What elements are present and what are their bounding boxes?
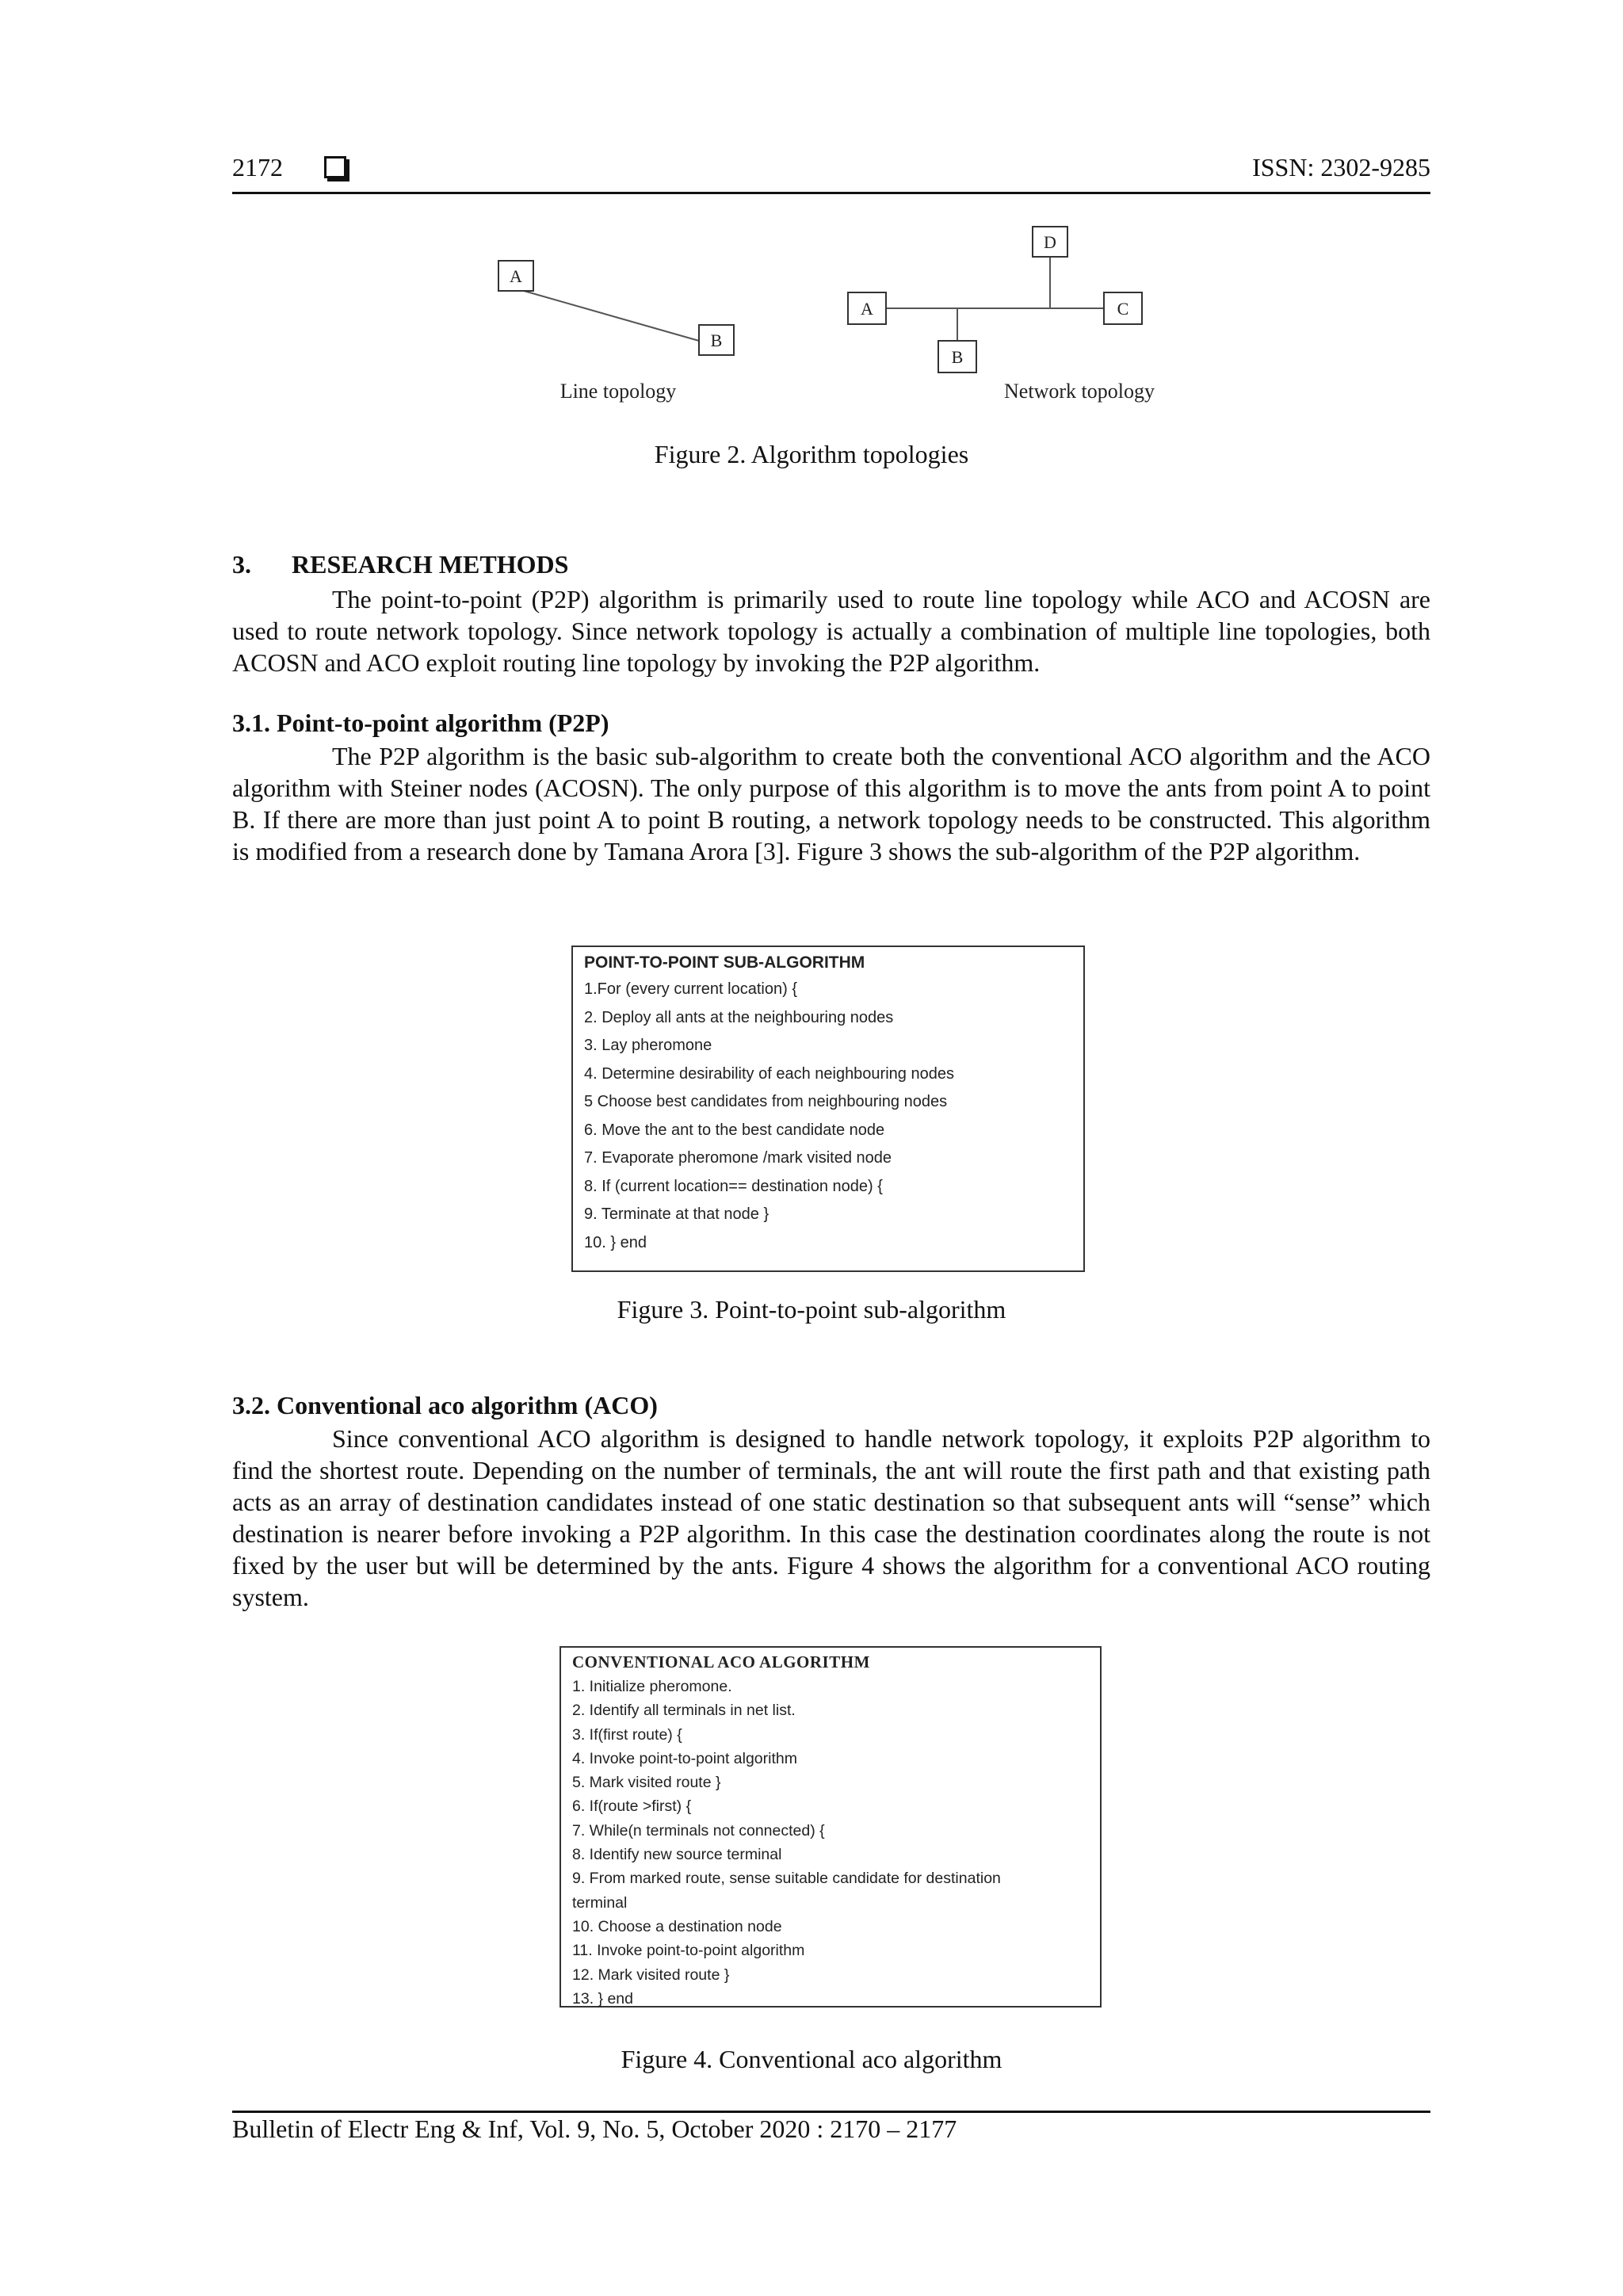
figure-4-caption: Figure 4. Conventional aco algorithm bbox=[621, 2045, 1002, 2073]
algorithm-line: 9. Terminate at that node } bbox=[584, 1205, 769, 1223]
figure-4-title: CONVENTIONAL ACO ALGORITHM bbox=[572, 1652, 870, 1671]
figure-2-caption: Figure 2. Algorithm topologies bbox=[654, 440, 969, 468]
section-3-1-paragraph: The P2P algorithm is the basic sub-algorithm to create both the conventional ACO algorithm and the ACO algorithm with Steiner nodes (ACOSN). The only purpose of this algorithm is to move the ants from point A to point B. If there are more than just point A to point B routing, a network topology needs to be constructed. This algorithm is modified from a research done by Tamana Arora [3]. Figure 3 shows the sub-algorithm of the P2P algorithm. bbox=[232, 742, 1430, 865]
section-3-number: 3. bbox=[232, 550, 251, 579]
section-3-paragraph: The point-to-point (P2P) algorithm is primarily used to route line topology while ACO and ACOSN are used to route network topology. Since network topology is actually a combination of multiple line topologies, both ACOSN and ACO exploit routing line topology by invoking the P2P algorithm. bbox=[232, 585, 1430, 677]
network-topology-label: Network topology bbox=[1004, 380, 1155, 403]
algorithm-line: 2. Identify all terminals in net list. bbox=[572, 1702, 796, 1720]
network-node-c: C bbox=[1117, 299, 1129, 319]
section-3-1-heading: 3.1. Point-to-point algorithm (P2P) bbox=[232, 709, 609, 737]
square-box-icon bbox=[324, 156, 346, 178]
algorithm-line: 8. Identify new source terminal bbox=[572, 1846, 782, 1864]
algorithm-line: 6. Move the ant to the best candidate node bbox=[584, 1121, 885, 1139]
line-node-a: A bbox=[510, 266, 522, 286]
algorithm-line: 3. If(first route) { bbox=[572, 1725, 682, 1744]
header-rule bbox=[232, 192, 1430, 194]
algorithm-line: 13. } end bbox=[572, 1989, 633, 2008]
section-3-2-heading: 3.2. Conventional aco algorithm (ACO) bbox=[232, 1391, 658, 1419]
figure-2-topologies bbox=[475, 214, 1220, 420]
section-3-2-paragraph: Since conventional ACO algorithm is designed to handle network topology, it exploits P2P algorithm to find the shortest route. Depending on the number of terminals, the ant will route the first path and that existing path acts as an array of destination candidates instead of one static destination so that subsequent ants will “sense” which destination is nearer before invoking a P2P algorithm. In this case the destination coordinates along the route is not fixed by the user but will be determined by the ants. Figure 4 shows the algorithm for a conventional ACO routing system. bbox=[232, 1424, 1430, 1611]
page-number: 2172 bbox=[232, 153, 283, 181]
figure-3-caption: Figure 3. Point-to-point sub-algorithm bbox=[617, 1295, 1006, 1324]
algorithm-line: 2. Deploy all ants at the neighbouring nodes bbox=[584, 1008, 894, 1026]
section-3-title: RESEARCH METHODS bbox=[292, 550, 569, 579]
algorithm-line: 4. Invoke point-to-point algorithm bbox=[572, 1749, 797, 1767]
algorithm-line: terminal bbox=[572, 1893, 628, 1912]
issn-label: ISSN: 2302-9285 bbox=[1252, 153, 1430, 181]
algorithm-line: 7. While(n terminals not connected) { bbox=[572, 1821, 825, 1839]
page-header bbox=[232, 153, 1430, 194]
figure-3-algorithm-box bbox=[571, 946, 1085, 1272]
journal-footer: Bulletin of Electr Eng & Inf, Vol. 9, No. 5, October 2020 : 2170 – 2177 bbox=[232, 2115, 957, 2143]
footer-rule bbox=[232, 2111, 1430, 2113]
algorithm-line: 11. Invoke point-to-point algorithm bbox=[572, 1942, 805, 1960]
algorithm-line: 9. From marked route, sense suitable candidate for destination bbox=[572, 1870, 1001, 1888]
section-3-heading bbox=[232, 550, 568, 579]
algorithm-line: 7. Evaporate pheromone /mark visited node bbox=[584, 1149, 892, 1167]
algorithm-line: 12. Mark visited route } bbox=[572, 1966, 730, 1984]
algorithm-line: 8. If (current location== destination node) { bbox=[584, 1177, 883, 1195]
topology-diagram bbox=[475, 214, 1220, 420]
algorithm-line: 5 Choose best candidates from neighbouring nodes bbox=[584, 1093, 948, 1110]
algorithm-line: 1.For (every current location) { bbox=[584, 980, 797, 998]
algorithm-line: 10. } end bbox=[584, 1233, 647, 1251]
figure-4-algorithm-box bbox=[559, 1646, 1102, 2008]
algorithm-line: 4. Determine desirability of each neighbouring nodes bbox=[584, 1064, 954, 1083]
line-topology-edge bbox=[513, 288, 699, 341]
network-node-d: D bbox=[1044, 232, 1056, 252]
algorithm-line: 3. Lay pheromone bbox=[584, 1037, 712, 1054]
network-node-a: A bbox=[861, 299, 873, 319]
line-node-b: B bbox=[710, 330, 723, 350]
network-node-b: B bbox=[951, 347, 964, 367]
line-topology-label: Line topology bbox=[559, 380, 677, 403]
algorithm-line: 6. If(route >first) { bbox=[572, 1797, 692, 1816]
figure-3-title: POINT-TO-POINT SUB-ALGORITHM bbox=[584, 953, 865, 972]
algorithm-line: 5. Mark visited route } bbox=[572, 1774, 721, 1792]
algorithm-line: 10. Choose a destination node bbox=[572, 1917, 782, 1935]
algorithm-line: 1. Initialize pheromone. bbox=[572, 1678, 732, 1695]
